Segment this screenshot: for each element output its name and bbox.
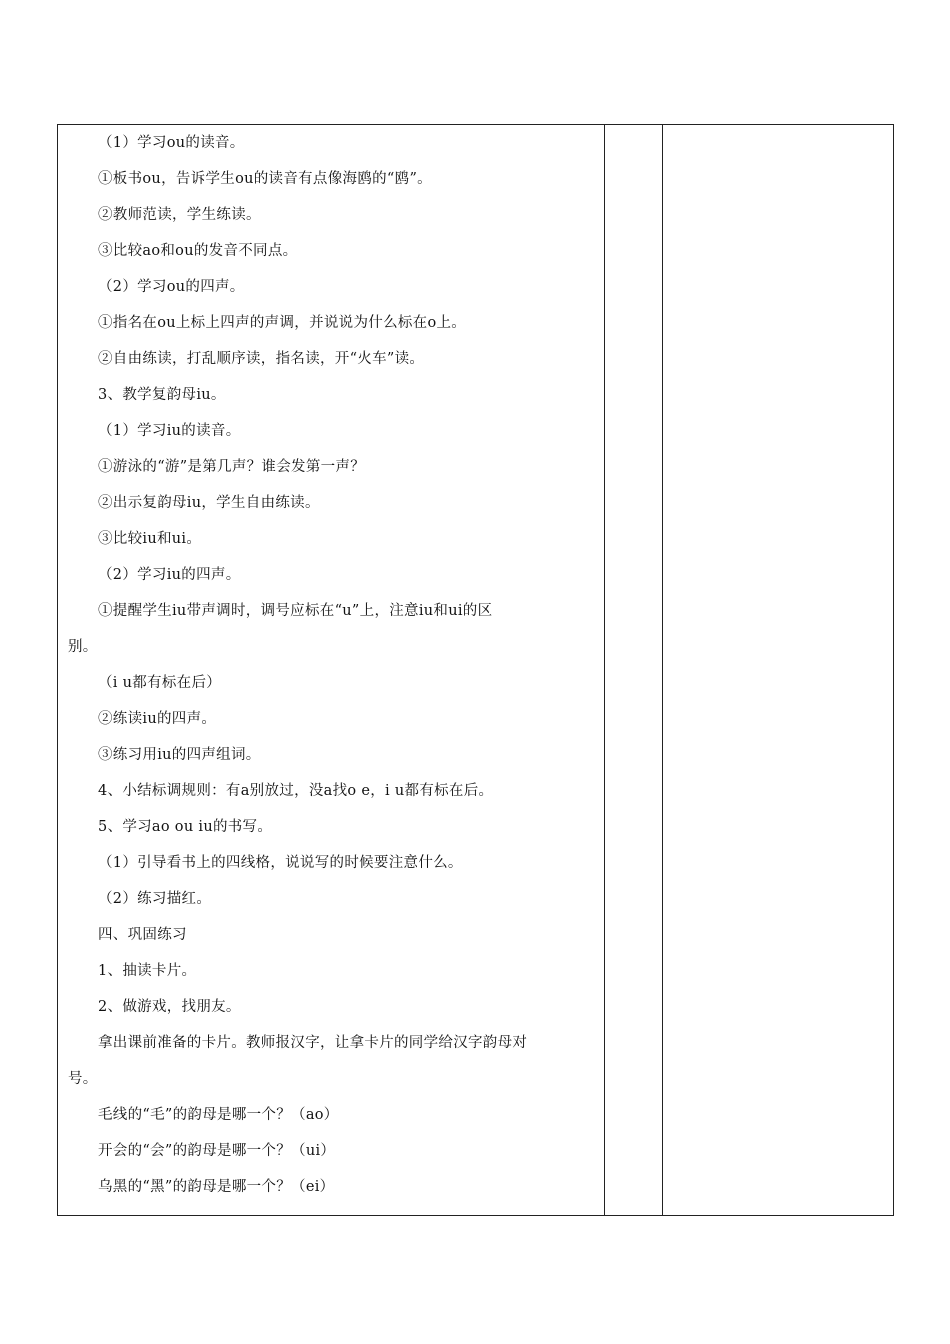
- text-line: （2）学习iu的四声。: [98, 567, 241, 583]
- teaching-process-text: [58, 125, 604, 1205]
- text-line: 1、抽读卡片。: [98, 963, 197, 979]
- text-line: （1）引导看书上的四线格，说说写的时候要注意什么。: [98, 855, 463, 871]
- text-line: 3、教学复韵母iu。: [98, 387, 226, 403]
- empty-cell-middle: [605, 125, 663, 1216]
- text-line: ②教师范读，学生练读。: [98, 207, 261, 223]
- text-line: （2）练习描红。: [98, 891, 212, 907]
- text-line: 四、巩固练习: [98, 927, 187, 943]
- text-line: （1）学习iu的读音。: [98, 423, 241, 439]
- text-line: 2、做游戏，找朋友。: [98, 999, 241, 1015]
- lesson-plan-table: [57, 124, 894, 1216]
- text-line: （i u都有标在后）: [98, 675, 222, 691]
- text-line: ③比较ao和ou的发音不同点。: [98, 243, 298, 259]
- text-line: （2）学习ou的四声。: [98, 279, 245, 295]
- text-line: 拿出课前准备的卡片。教师报汉字，让拿卡片的同学给汉字韵母对: [98, 1035, 528, 1051]
- text-line: ③比较iu和ui。: [98, 531, 202, 547]
- text-line: 开会的“会”的韵母是哪一个？（ui）: [98, 1143, 336, 1159]
- text-line: ②练读iu的四声。: [98, 711, 217, 727]
- table-row: [58, 125, 894, 1216]
- text-line: 号。: [68, 1071, 98, 1087]
- text-line: 4、小结标调规则：有a别放过，没a找o e，i u都有标在后。: [98, 783, 494, 799]
- empty-cell-right: [663, 125, 894, 1216]
- teaching-process-cell: [58, 125, 605, 1216]
- text-line: （1）学习ou的读音。: [98, 135, 245, 151]
- text-line: 别。: [68, 639, 98, 655]
- text-line: ①指名在ou上标上四声的声调，并说说为什么标在o上。: [98, 315, 467, 331]
- text-line: ②自由练读，打乱顺序读，指名读，开“火车”读。: [98, 351, 425, 367]
- text-line: ②出示复韵母iu，学生自由练读。: [98, 495, 320, 511]
- text-line: 5、学习ao ou iu的书写。: [98, 819, 273, 835]
- text-line: ①板书ou，告诉学生ou的读音有点像海鸥的“鸥”。: [98, 171, 432, 187]
- text-line: ①提醒学生iu带声调时，调号应标在“u”上，注意iu和ui的区: [98, 603, 493, 619]
- text-line: ①游泳的“游”是第几声？谁会发第一声？: [98, 459, 366, 475]
- text-line: ③练习用iu的四声组词。: [98, 747, 261, 763]
- text-line: 毛线的“毛”的韵母是哪一个？（ao）: [98, 1107, 339, 1123]
- text-line: 乌黑的“黑”的韵母是哪一个？（ei）: [98, 1179, 335, 1195]
